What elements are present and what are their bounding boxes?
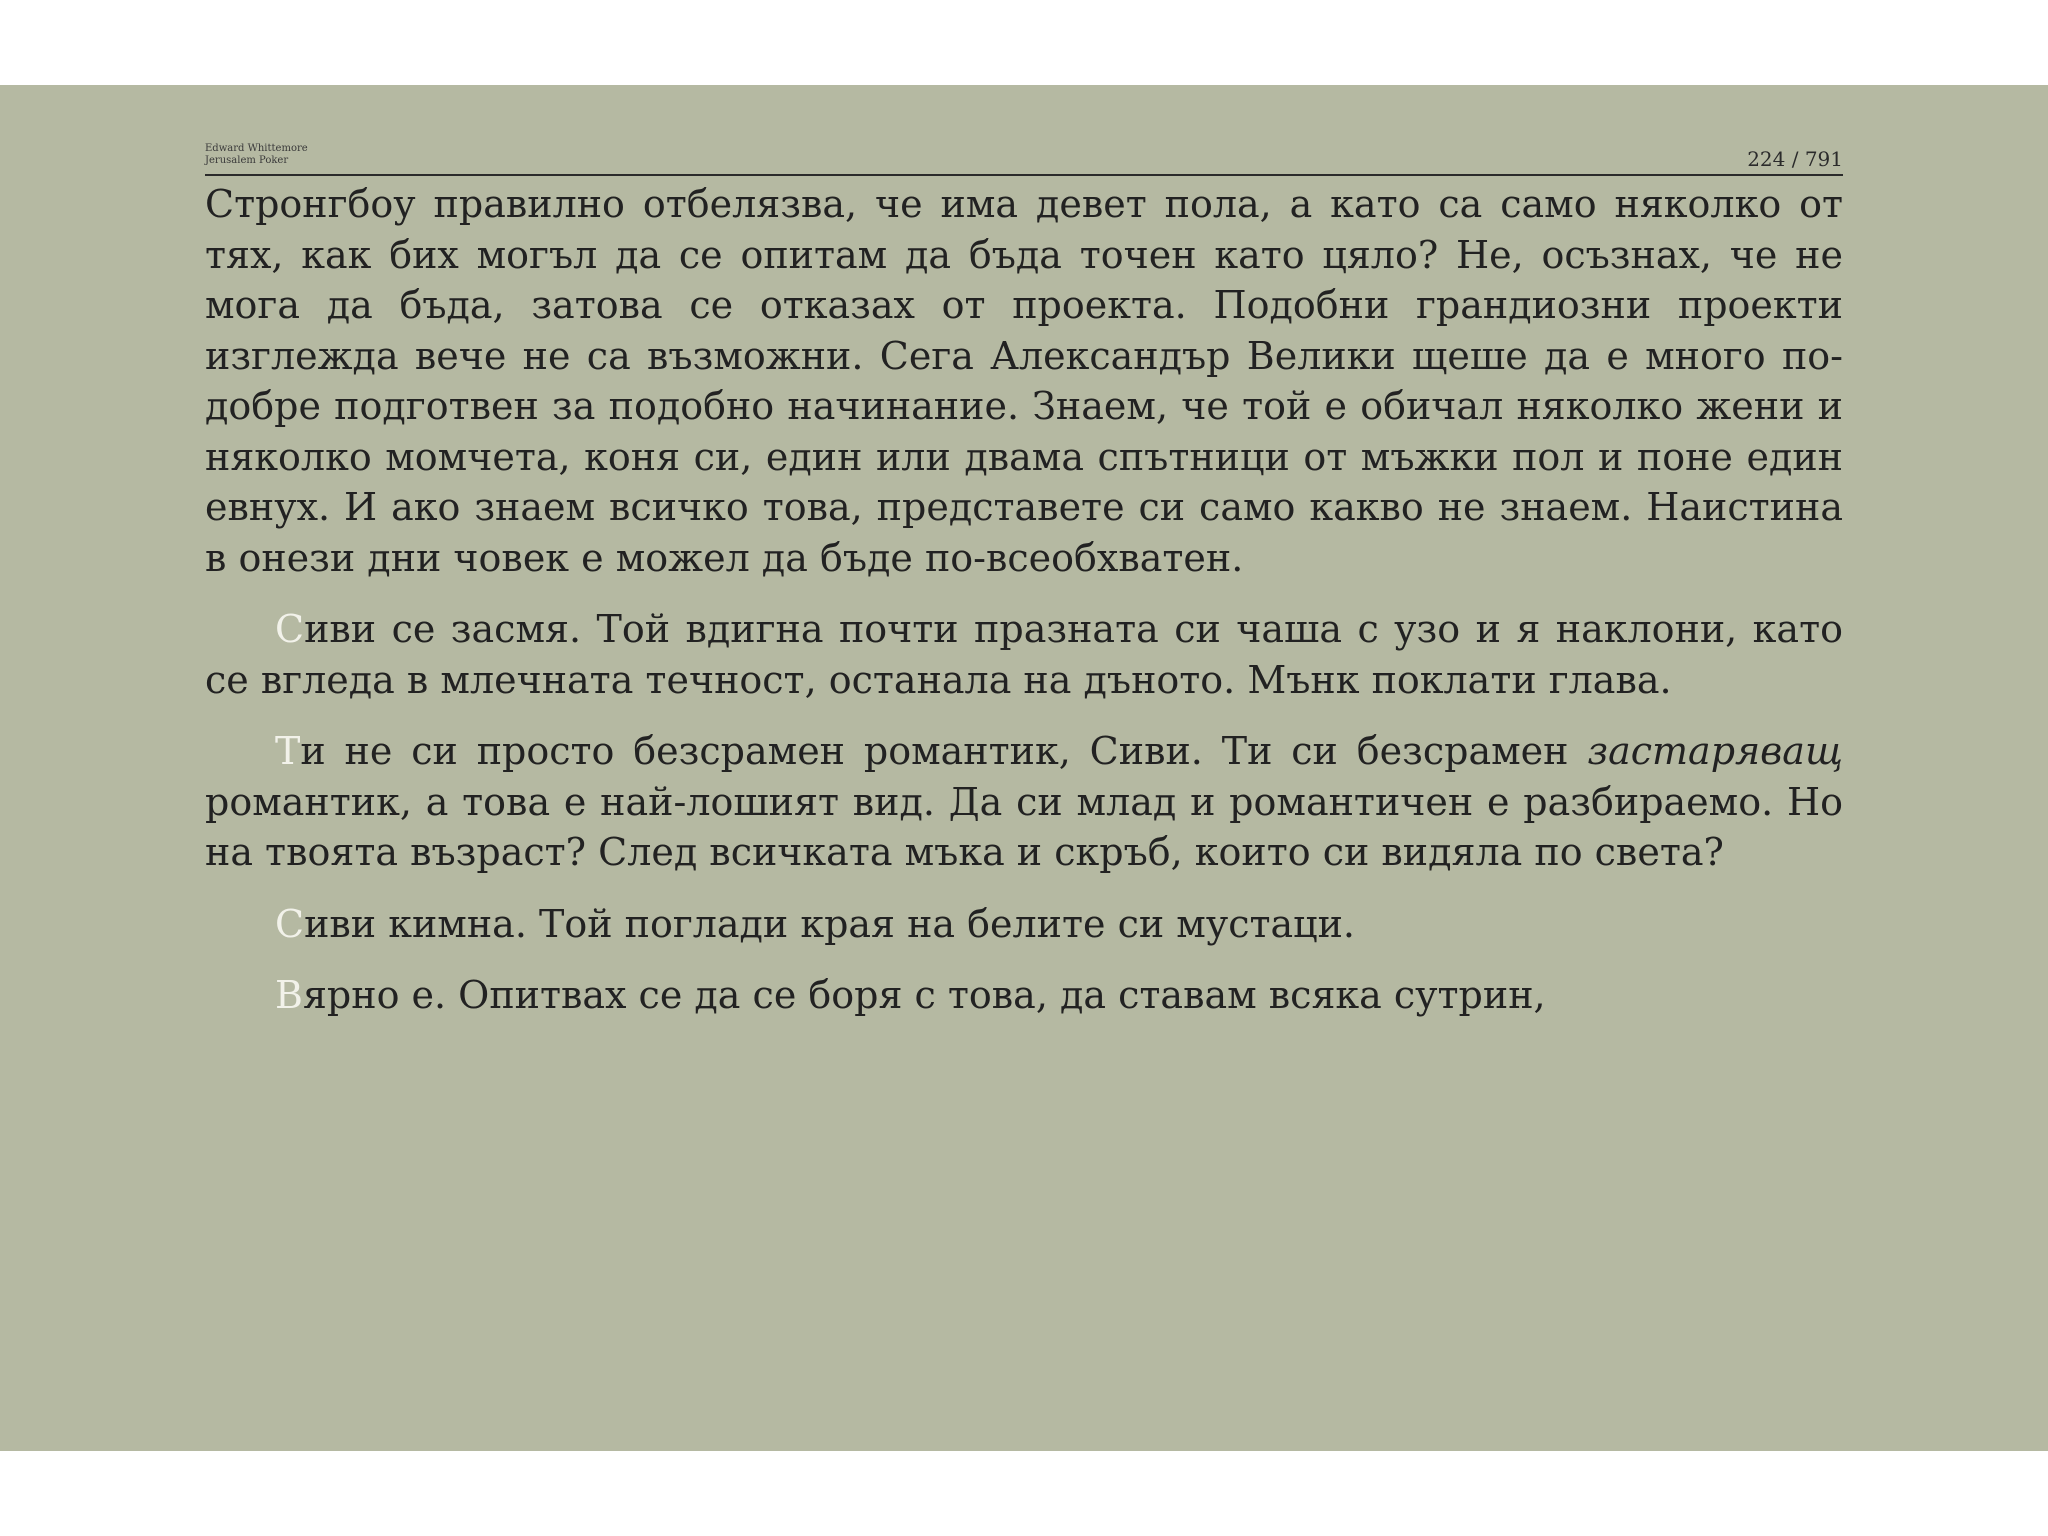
paragraph-5 <box>205 970 1843 1021</box>
paragraph-2 <box>205 604 1843 705</box>
paragraph-text: иви кимна. Той поглади края на белите си мустаци. <box>304 901 1355 946</box>
paragraph-4 <box>205 899 1843 950</box>
drop-cap: С <box>275 901 305 946</box>
paragraph-text: иви се засмя. Той вдигна почти празната си чаша с узо и я наклони, като се вгледа в млечната течност, останала на дъното. Мънк поклати глава. <box>205 607 1843 702</box>
page-counter: 224 / 791 <box>1747 147 1843 171</box>
page-header <box>205 136 1843 176</box>
drop-cap: Т <box>275 729 301 773</box>
paragraph-text: Стронгбоу правилно отбелязва, че има девет пола, а като са само няколко от тях, как бих могъл да се опитам да бъда точен като цяло? Не, осъзнах, че не мога да бъда, затова се отказах от проекта. Подобни грандиозни проекти изглежда вече не са възможни. Сега Александър Велики щеше да е много по-добре подготвен за подобно начинание. Знаем, че той е обичал няколко жени и няколко момчета, коня си, един или двама спътници от мъжки пол и поне един евнух. И ако знаем всичко това, представете си само какво не знаем. Наистина в онези дни човек е можел да бъде по-всеобхватен. <box>205 182 1843 580</box>
book-text <box>205 179 1843 1042</box>
paragraph-text: и не си просто безсрамен романтик, Сиви. Ти си безсрамен <box>300 729 1588 773</box>
emphasized-word: застаряващ <box>1587 729 1843 773</box>
paragraph-text: ярно е. Опитвах се да се боря с това, да ставам всяка сутрин, <box>302 973 1546 1017</box>
author-name: Edward Whittemore <box>205 143 308 154</box>
book-title: Jerusalem Poker <box>205 155 289 166</box>
drop-cap: В <box>275 973 303 1017</box>
paragraph-3 <box>205 726 1843 878</box>
paragraph-1 <box>205 179 1843 583</box>
paragraph-text: романтик, а това е най-лошият вид. Да си млад и романтичен е разбираемо. Но на твоята възраст? След всичката мъка и скръб, които си видяла по света? <box>205 779 1843 874</box>
drop-cap: С <box>275 607 305 651</box>
book-meta <box>205 143 308 167</box>
